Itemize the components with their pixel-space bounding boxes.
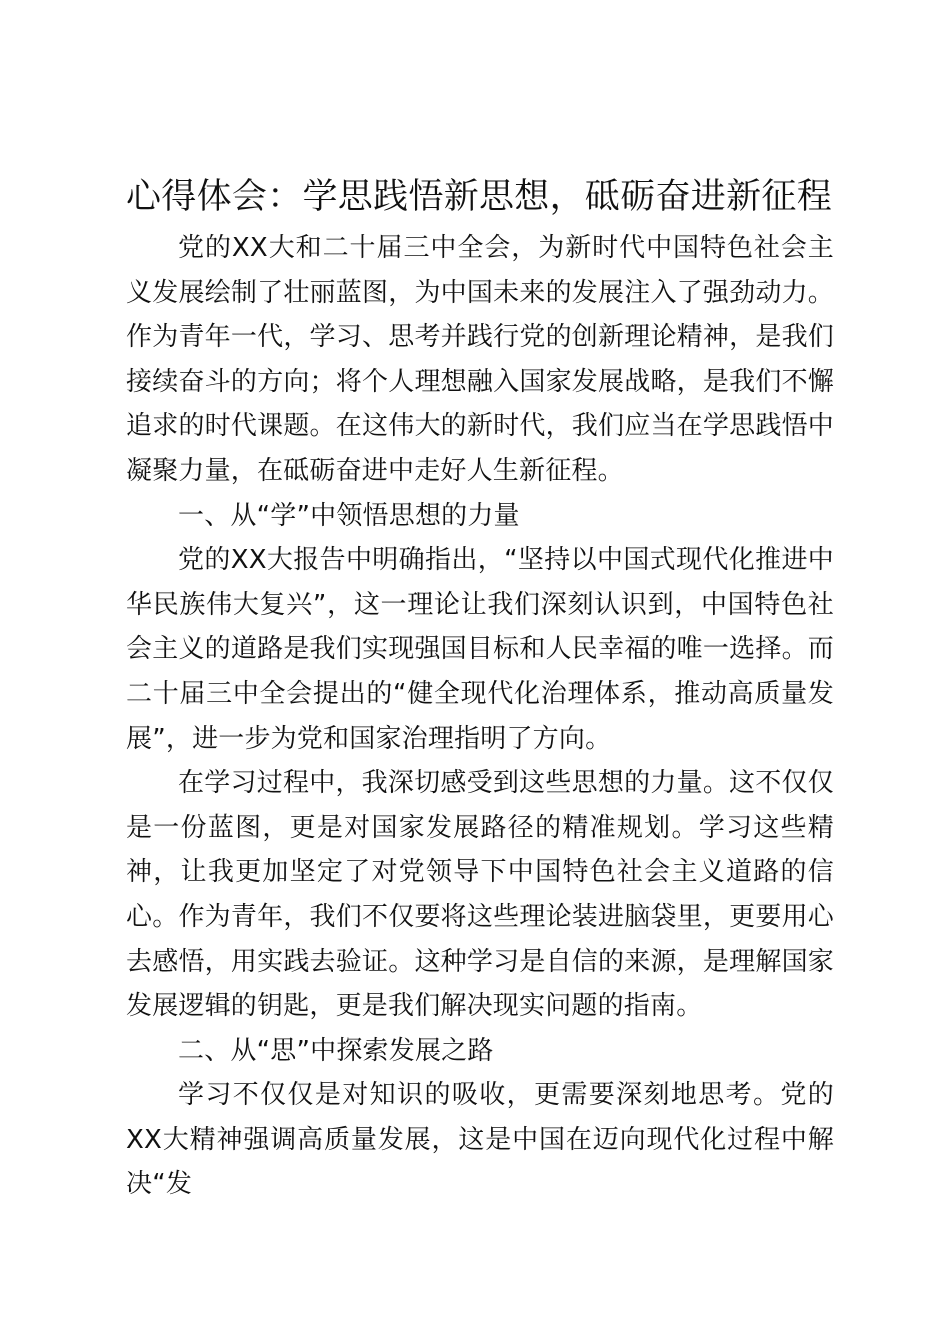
section-heading-2: 二、从“思”中探索发展之路 xyxy=(178,1035,494,1066)
section-2-paragraph-1: 学习不仅仅是对知识的吸收，更需要深刻地思考。党的XX大精神强调高质量发展，这是中国在迈向现代化过程中解决“发 xyxy=(126,1080,834,1200)
section-1-paragraph-1: 党的XX大报告中明确指出，“坚持以中国式现代化推进中华民族伟大复兴”，这一理论让我们深刻认识到，中国特色社会主义的道路是我们实现强国目标和人民幸福的唯一选择。而二十届三中全会提出的“健全现代化治理体系，推动高质量发展”，进一步为党和国家治理指明了方向。 xyxy=(126,545,834,754)
document-body xyxy=(126,172,834,1207)
section-heading-1: 一、从“学”中领悟思想的力量 xyxy=(178,500,520,531)
document-title: 心得体会：学思践悟新思想，砥砺奋进新征程 xyxy=(126,177,833,217)
intro-paragraph: 党的XX大和二十届三中全会，为新时代中国特色社会主义发展绘制了壮丽蓝图，为中国未来的发展注入了强劲动力。作为青年一代，学习、思考并践行党的创新理论精神，是我们接续奋斗的方向；将个人理想融入国家发展战略，是我们不懈追求的时代课题。在这伟大的新时代，我们应当在学思践悟中凝聚力量，在砥砺奋进中走好人生新征程。 xyxy=(126,233,834,486)
section-1-paragraph-2: 在学习过程中，我深切感受到这些思想的力量。这不仅仅是一份蓝图，更是对国家发展路径的精准规划。学习这些精神，让我更加坚定了对党领导下中国特色社会主义道路的信心。作为青年，我们不仅要将这些理论装进脑袋里，更要用心去感悟，用实践去验证。这种学习是自信的来源，是理解国家发展逻辑的钥匙，更是我们解决现实问题的指南。 xyxy=(126,768,834,1022)
